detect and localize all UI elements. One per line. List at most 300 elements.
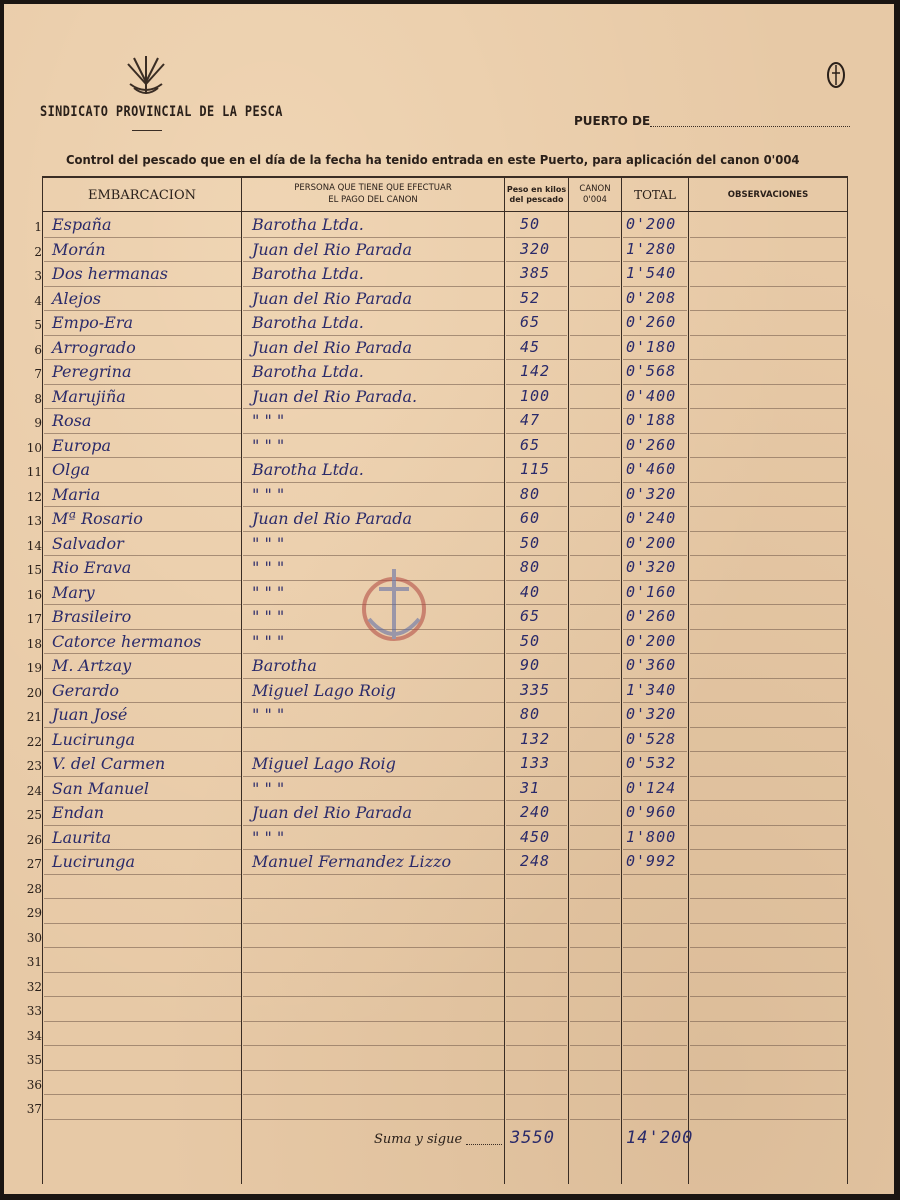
row-rule (690, 261, 846, 262)
row-rule (690, 678, 846, 679)
row-rule (690, 947, 846, 948)
row-rule (623, 1070, 687, 1071)
row-rule (44, 482, 241, 483)
row-rule (243, 1094, 504, 1095)
row-rule (690, 923, 846, 924)
vessel-name: Arrogrado (52, 337, 136, 357)
row-rule (243, 555, 504, 556)
vessel-name: Peregrina (52, 362, 132, 381)
row-rule (690, 1021, 846, 1022)
footer-label-text: Suma y sigue (374, 1132, 463, 1147)
total-value: 0'320 (626, 484, 677, 503)
row-rule (506, 506, 567, 507)
row-rule (44, 825, 241, 826)
row-rule (623, 996, 687, 997)
row-number: 34 (26, 1028, 42, 1043)
vessel-name: Lucirunga (52, 729, 136, 749)
row-rule (570, 972, 620, 973)
row-rule (243, 261, 504, 262)
weight-kg: 132 (520, 729, 551, 748)
row-rule (623, 359, 687, 360)
row-rule (44, 433, 241, 434)
row-rule (570, 653, 620, 654)
row-rule (506, 727, 567, 728)
row-rule (243, 433, 504, 434)
total-value: 0'188 (626, 411, 677, 429)
row-rule (243, 457, 504, 458)
row-rule (570, 1119, 620, 1120)
row-rule (623, 506, 687, 507)
row-rule (570, 335, 620, 336)
row-rule (570, 457, 620, 458)
payer-name: Juan del Rio Parada (252, 239, 412, 259)
row-rule (690, 384, 846, 385)
row-rule (570, 408, 620, 409)
row-number: 26 (26, 832, 42, 847)
row-rule (506, 898, 567, 899)
vessel-name: Empo-Era (52, 313, 133, 332)
row-rule (623, 531, 687, 532)
row-rule (570, 678, 620, 679)
row-rule (690, 457, 846, 458)
row-rule (44, 849, 241, 850)
row-rule (506, 482, 567, 483)
col-divider (504, 178, 505, 1184)
row-rule (44, 972, 241, 973)
row-rule (506, 653, 567, 654)
row-rule (690, 776, 846, 777)
row-rule (44, 408, 241, 409)
row-number: 25 (26, 808, 42, 822)
row-rule (690, 335, 846, 336)
weight-kg: 335 (520, 680, 551, 699)
footer-weight-sum: 3550 (510, 1128, 555, 1148)
payer-name: Juan del Rio Parada (252, 803, 412, 822)
total-value: 1'800 (626, 827, 677, 846)
row-number: 3 (34, 269, 42, 283)
row-rule (623, 408, 687, 409)
row-rule (690, 751, 846, 752)
row-rule (623, 457, 687, 458)
vessel-name: Lucirunga (52, 852, 136, 871)
row-rule (506, 702, 567, 703)
row-rule (506, 408, 567, 409)
row-rule (623, 433, 687, 434)
row-number: 29 (26, 906, 42, 920)
payer-name: Manuel Fernandez Lizzo (252, 852, 452, 871)
row-rule (570, 874, 620, 875)
row-rule (623, 629, 687, 630)
total-value: 0'208 (626, 288, 677, 307)
row-rule (506, 996, 567, 997)
row-rule (570, 310, 620, 311)
row-rule (243, 482, 504, 483)
row-rule (690, 898, 846, 899)
row-rule (243, 678, 504, 679)
row-rule (243, 408, 504, 409)
row-rule (570, 1094, 620, 1095)
row-rule (44, 751, 241, 752)
row-rule (623, 286, 687, 287)
row-rule (690, 653, 846, 654)
row-rule (690, 408, 846, 409)
row-rule (690, 531, 846, 532)
row-rule (623, 849, 687, 850)
organization-title: SINDICATO PROVINCIAL DE LA PESCA (40, 104, 283, 120)
row-rule (623, 702, 687, 703)
payer-name: Barotha Ltda. (252, 460, 364, 479)
total-value: 0'260 (626, 435, 677, 454)
vessel-name: Rio Erava (52, 558, 132, 577)
col-divider (847, 178, 848, 1184)
row-rule (690, 825, 846, 826)
row-rule (623, 874, 687, 875)
row-rule (506, 776, 567, 777)
row-rule (690, 237, 846, 238)
row-rule (44, 261, 241, 262)
row-rule (506, 457, 567, 458)
total-value: 0'320 (626, 558, 677, 576)
row-rule (506, 1021, 567, 1022)
row-number: 31 (26, 955, 42, 969)
total-value: 0'528 (626, 729, 677, 748)
weight-kg: 50 (520, 215, 541, 233)
row-rule (243, 825, 504, 826)
row-rule (506, 384, 567, 385)
row-rule (570, 482, 620, 483)
row-number: 37 (26, 1102, 42, 1116)
row-rule (506, 874, 567, 875)
row-rule (44, 580, 241, 581)
weight-kg: 50 (520, 533, 541, 552)
row-rule (690, 604, 846, 605)
total-value: 0'260 (626, 607, 677, 625)
payer-name: Barotha Ltda. (252, 264, 364, 283)
vessel-name: Catorce hermanos (52, 631, 202, 651)
row-rule (243, 996, 504, 997)
total-value: 0'180 (626, 337, 677, 356)
row-number: 27 (26, 857, 42, 871)
row-rule (623, 923, 687, 924)
row-rule (623, 384, 687, 385)
row-rule (44, 653, 241, 654)
vessel-name: Mary (52, 582, 95, 602)
row-rule (690, 702, 846, 703)
row-number: 33 (26, 1004, 42, 1018)
row-rule (506, 237, 567, 238)
payer-name: " " " (252, 631, 285, 651)
row-rule (44, 286, 241, 287)
row-rule (506, 531, 567, 532)
row-rule (243, 237, 504, 238)
payer-name: " " " (252, 607, 285, 626)
weight-kg: 52 (520, 288, 541, 307)
row-rule (243, 506, 504, 507)
yoke-and-arrows-emblem-icon (124, 54, 168, 104)
weight-kg: 50 (520, 631, 541, 650)
row-rule (243, 923, 504, 924)
vessel-name: Rosa (52, 411, 92, 430)
row-rule (506, 849, 567, 850)
row-rule (623, 1045, 687, 1046)
row-rule (506, 1119, 567, 1120)
row-number: 11 (26, 465, 42, 479)
row-number: 12 (26, 489, 42, 504)
row-rule (243, 874, 504, 875)
col-header-observaciones: OBSERVACIONES (727, 190, 809, 200)
total-value: 0'200 (626, 215, 677, 233)
row-rule (690, 1070, 846, 1071)
row-rule (570, 923, 620, 924)
row-rule (690, 1094, 846, 1095)
row-number: 18 (26, 636, 42, 651)
weight-kg: 65 (520, 313, 541, 331)
row-rule (623, 237, 687, 238)
row-rule (570, 751, 620, 752)
row-rule (623, 261, 687, 262)
row-rule (570, 555, 620, 556)
row-rule (690, 629, 846, 630)
row-rule (44, 996, 241, 997)
row-rule (243, 972, 504, 973)
row-number: 13 (26, 514, 42, 528)
row-rule (506, 947, 567, 948)
weight-kg: 31 (520, 778, 541, 797)
row-rule (44, 555, 241, 556)
row-rule (690, 286, 846, 287)
total-value: 0'240 (626, 509, 677, 527)
row-rule (243, 898, 504, 899)
row-rule (570, 1070, 620, 1071)
weight-kg: 90 (520, 656, 541, 674)
row-rule (243, 727, 504, 728)
weight-kg: 240 (520, 803, 551, 821)
row-rule (690, 874, 846, 875)
row-rule (623, 1119, 687, 1120)
row-rule (570, 776, 620, 777)
payer-name: " " " (252, 778, 285, 798)
row-rule (506, 555, 567, 556)
row-rule (506, 335, 567, 336)
row-rule (623, 898, 687, 899)
payer-name: " " " (252, 533, 285, 553)
total-value: 0'160 (626, 582, 677, 601)
row-rule (44, 457, 241, 458)
total-value: 1'540 (626, 264, 677, 282)
row-rule (623, 1094, 687, 1095)
row-rule (570, 1021, 620, 1022)
row-rule (570, 531, 620, 532)
payer-name: " " " (252, 827, 285, 847)
row-rule (506, 433, 567, 434)
row-rule (690, 727, 846, 728)
total-value: 0'960 (626, 803, 677, 821)
vessel-name: Mª Rosario (52, 509, 143, 528)
row-rule (570, 702, 620, 703)
payer-name: Miguel Lago Roig (252, 680, 396, 700)
weight-kg: 40 (520, 582, 541, 601)
row-rule (44, 237, 241, 238)
row-number: 20 (26, 685, 42, 700)
weight-kg: 65 (520, 435, 541, 454)
total-value: 0'992 (626, 852, 677, 870)
total-value: 0'532 (626, 754, 677, 772)
row-rule (570, 947, 620, 948)
col-divider (688, 178, 689, 1184)
payer-name: " " " (252, 582, 285, 602)
vessel-name: Morán (52, 239, 106, 259)
row-rule (44, 727, 241, 728)
weight-kg: 80 (520, 484, 541, 503)
row-rule (570, 849, 620, 850)
total-value: 0'360 (626, 656, 677, 674)
row-number: 32 (26, 979, 42, 994)
payer-name: Barotha Ltda. (252, 313, 364, 332)
row-rule (243, 1045, 504, 1046)
row-rule (44, 1119, 241, 1120)
row-rule (506, 1045, 567, 1046)
weight-kg: 65 (520, 607, 541, 625)
row-rule (623, 776, 687, 777)
row-rule (506, 825, 567, 826)
row-rule (570, 261, 620, 262)
row-rule (243, 751, 504, 752)
payer-name: Barotha Ltda. (252, 362, 364, 381)
col-divider (42, 178, 43, 1184)
row-rule (690, 506, 846, 507)
vessel-name: Dos hermanas (52, 264, 168, 283)
row-rule (44, 898, 241, 899)
row-rule (570, 1045, 620, 1046)
row-number: 21 (26, 710, 42, 724)
row-number: 36 (26, 1077, 42, 1092)
row-number: 19 (26, 661, 42, 675)
row-rule (570, 604, 620, 605)
row-number: 22 (26, 734, 42, 749)
row-rule (570, 384, 620, 385)
row-rule (44, 531, 241, 532)
total-value: 1'340 (626, 680, 677, 699)
payer-name: " " " (252, 484, 285, 504)
weight-kg: 385 (520, 264, 551, 282)
vessel-name: M. Artzay (52, 656, 132, 675)
row-number: 30 (26, 930, 42, 945)
vessel-name: Olga (52, 460, 91, 479)
row-rule (243, 702, 504, 703)
total-value: 0'568 (626, 362, 677, 380)
row-rule (44, 384, 241, 385)
row-rule (44, 506, 241, 507)
row-rule (243, 776, 504, 777)
vessel-name: Juan José (52, 705, 128, 724)
weight-kg: 80 (520, 558, 541, 576)
row-number: 9 (34, 416, 42, 430)
row-rule (506, 751, 567, 752)
footer-total-sum: 14'200 (626, 1128, 694, 1148)
port-blank-line[interactable] (650, 126, 850, 127)
row-rule (243, 1070, 504, 1071)
col-header-canon: CANON 0'004 (579, 183, 611, 205)
control-description: Control del pescado que en el día de la fecha ha tenido entrada en este Puerto, para aplicación del canon 0'004 (66, 152, 800, 167)
total-value: 0'400 (626, 386, 677, 405)
weight-kg: 133 (520, 754, 551, 772)
row-rule (243, 359, 504, 360)
row-rule (690, 580, 846, 581)
row-rule (623, 825, 687, 826)
row-rule (570, 580, 620, 581)
row-rule (690, 849, 846, 850)
row-rule (570, 286, 620, 287)
row-rule (690, 555, 846, 556)
row-rule (44, 947, 241, 948)
row-rule (690, 800, 846, 801)
weight-kg: 115 (520, 460, 551, 478)
col-divider (621, 178, 622, 1184)
row-rule (623, 580, 687, 581)
total-value: 0'320 (626, 705, 677, 723)
row-rule (506, 1070, 567, 1071)
row-rule (243, 849, 504, 850)
payer-name: Miguel Lago Roig (252, 754, 396, 773)
col-header-embarcacion: EMBARCACION (88, 187, 196, 203)
row-number: 8 (34, 391, 42, 406)
row-rule (506, 580, 567, 581)
vessel-name: Maria (52, 484, 101, 504)
vessel-name: España (52, 215, 112, 234)
row-rule (570, 898, 620, 899)
row-number: 17 (26, 612, 42, 626)
vessel-name: Salvador (52, 533, 124, 553)
payer-name: Juan del Rio Parada (252, 337, 412, 357)
row-rule (690, 433, 846, 434)
vessel-name: Endan (52, 803, 105, 822)
row-rule (690, 359, 846, 360)
row-rule (623, 727, 687, 728)
row-rule (506, 800, 567, 801)
row-rule (690, 996, 846, 997)
row-rule (44, 874, 241, 875)
row-number: 5 (34, 318, 42, 332)
footer-label (374, 1132, 462, 1147)
row-rule (570, 506, 620, 507)
row-rule (506, 359, 567, 360)
row-rule (243, 335, 504, 336)
row-rule (243, 310, 504, 311)
weight-kg: 45 (520, 337, 541, 356)
payer-name: Barotha (252, 656, 317, 675)
row-number: 6 (34, 342, 42, 357)
total-value: 0'260 (626, 313, 677, 331)
row-rule (623, 604, 687, 605)
payer-name: Juan del Rio Parada (252, 288, 412, 308)
row-rule (623, 800, 687, 801)
row-rule (506, 923, 567, 924)
col-header-total: TOTAL (634, 188, 676, 202)
anchor-stamp-icon (349, 559, 439, 649)
col-divider (241, 178, 242, 1184)
row-rule (690, 972, 846, 973)
row-rule (570, 237, 620, 238)
row-rule (623, 335, 687, 336)
vessel-name: Alejos (52, 288, 101, 308)
row-rule (506, 629, 567, 630)
row-rule (44, 923, 241, 924)
title-underline (132, 130, 162, 131)
corner-seal-icon (824, 59, 848, 95)
payer-name: Juan del Rio Parada. (252, 386, 418, 406)
payer-name: " " " (252, 411, 285, 430)
row-rule (243, 1021, 504, 1022)
